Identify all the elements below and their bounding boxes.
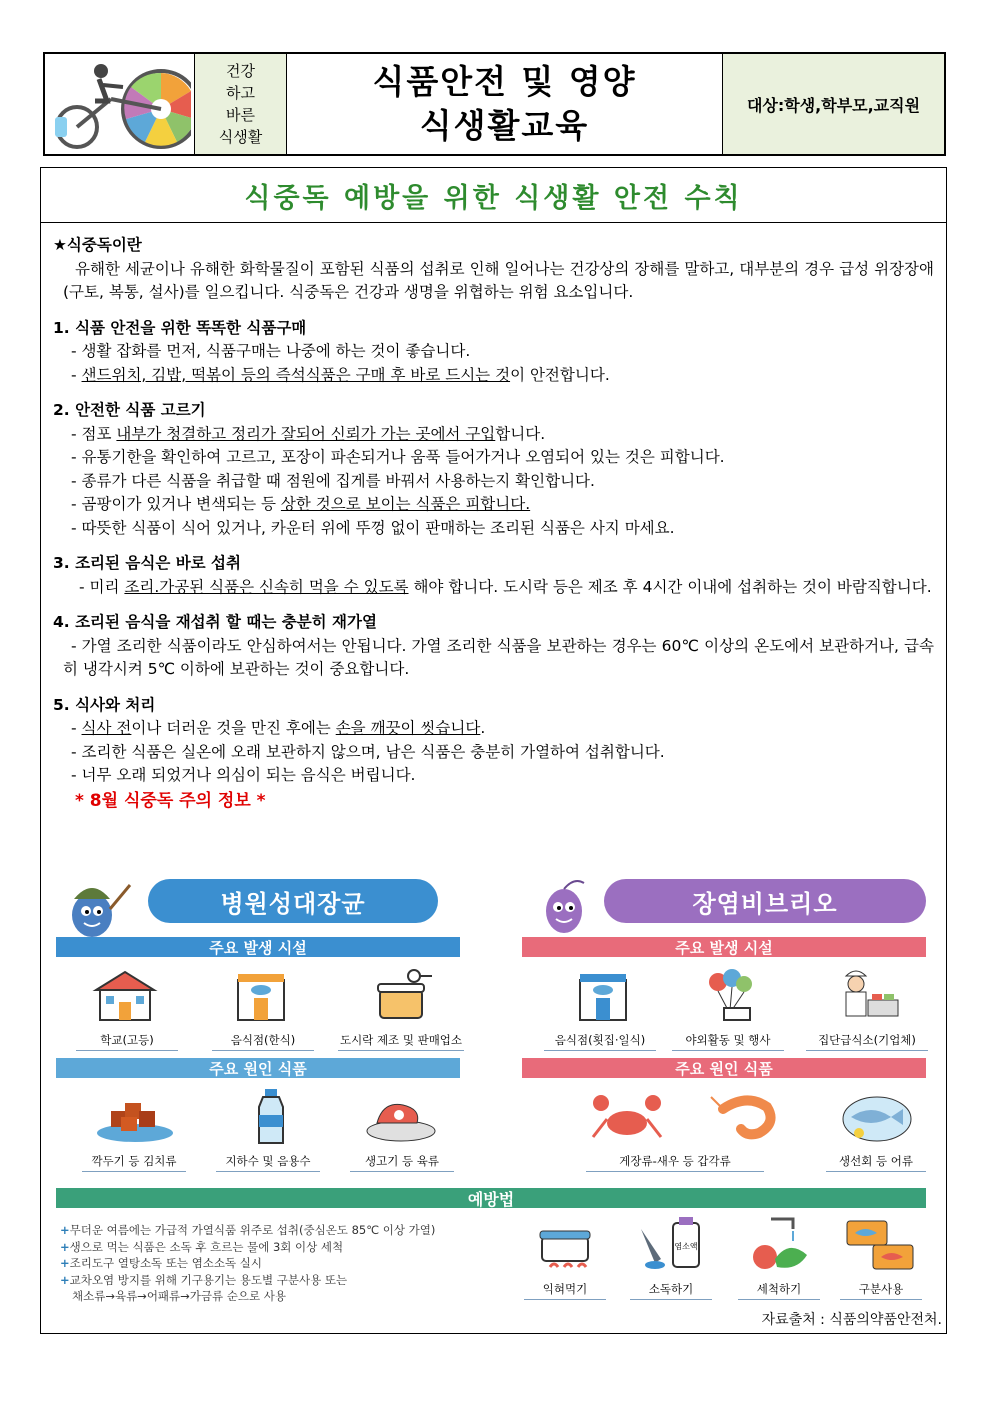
vibrio-facility-title: 주요 발생 시설 (522, 937, 926, 957)
crab-icon (572, 1085, 682, 1149)
lunchbox-shop-icon (346, 963, 456, 1027)
prevention-icon-label-1: 익혀먹기 (524, 1281, 606, 1300)
ecoli-facility-label-2: 음식점(한식) (212, 1032, 314, 1051)
section-5-item-2: - 조리한 식품은 실온에 오래 보관하지 않으며, 남은 식품은 충분히 가열하여 섭취합니다. (71, 742, 665, 761)
side-line-1: 건강 (226, 62, 255, 80)
prevention-icon-label-4: 구분사용 (840, 1281, 922, 1300)
ecoli-food-title: 주요 원인 식품 (56, 1058, 460, 1078)
side-line-3: 바른 (226, 106, 255, 124)
source-citation: 자료출처 : 식품의약품안전처. (761, 1312, 942, 1328)
main-content-box (40, 167, 947, 1334)
prevention-item-5: 채소류→육류→어패류→가금류 순으로 사용 (72, 1289, 286, 1303)
bottle-label: 염소액 (674, 1242, 698, 1251)
raw-meat-icon (346, 1085, 456, 1149)
school-icon (70, 963, 180, 1027)
vibrio-mascot-icon (534, 877, 596, 939)
section-2-item-3: - 종류가 다른 식품을 취급할 때 점원에 집게를 바꿔서 사용하는지 확인합니다. (71, 471, 595, 490)
vibrio-facility-label-3: 집단급식소(기업체) (806, 1032, 928, 1051)
healthy-diet-label (195, 54, 287, 154)
disinfect-icon (626, 1213, 716, 1277)
ecoli-facility-label-1: 학교(고등) (76, 1032, 178, 1051)
prevention-item-3: +조리도구 열탕소독 또는 염소소독 실시 (60, 1256, 263, 1270)
section-2-item-4: - 곰팡이가 있거나 변색되는 등 상한 것으로 보이는 식품은 피합니다. (71, 495, 531, 513)
ecoli-food-label-1: 깍두기 등 김치류 (82, 1153, 186, 1172)
vibrio-name-banner: 장염비브리오 (604, 879, 926, 923)
kimchi-icon (80, 1085, 190, 1149)
shrimp-icon (692, 1085, 802, 1149)
august-food-poisoning-title: * 8월 식중독 주의 정보 * (75, 790, 266, 811)
outdoor-event-icon (674, 963, 784, 1027)
vibrio-facility-label-2: 야외활동 및 행사 (672, 1032, 784, 1051)
bicycle-food-logo-icon (49, 57, 191, 151)
ecoli-food-label-2: 지하수 및 음용수 (216, 1153, 320, 1172)
cooking-pot-icon (520, 1215, 610, 1279)
prevention-title: 예방법 (56, 1188, 926, 1208)
section-1-item-1: - 생활 잡화를 먼저, 식품구매는 나중에 하는 것이 좋습니다. (71, 342, 471, 360)
sashimi-restaurant-icon (548, 963, 658, 1027)
section-4-title: 4. 조리된 음식을 재섭취 할 때는 충분히 재가열 (53, 613, 377, 631)
section-4-item-1: - 가열 조리한 식품이라도 안심하여서는 안됩니다. 가열 조리한 식품을 보관하는 경우는 60℃ 이상의 온도에서 보관하거나, 급속히 냉각시켜 5℃ 이하에 보관하는 것이 중요합니다. (63, 636, 934, 678)
intro-title: ★식중독이란 (53, 236, 142, 254)
washing-vegetables-icon (734, 1213, 824, 1277)
prevention-icon-label-3: 세척하기 (738, 1281, 820, 1300)
vibrio-facility-label-1: 음식점(횟집·일식) (544, 1032, 656, 1051)
side-line-4: 식생활 (218, 128, 263, 146)
section-5-item-1: - 식사 전이나 더러운 것을 만진 후에는 손을 깨끗이 씻습니다. (71, 719, 486, 737)
title-line-1: 식품안전 및 영양 (372, 62, 637, 101)
section-3-title: 3. 조리된 음식은 바로 섭취 (53, 554, 241, 572)
header-table (43, 52, 946, 156)
section-5-item-3: - 너무 오래 되었거나 의심이 되는 음식은 버립니다. (71, 766, 416, 784)
section-2-item-1: - 점포 내부가 청결하고 정리가 잘되어 신뢰가 가는 곳에서 구입합니다. (71, 424, 546, 443)
prevention-item-4: +교차오염 방지를 위해 기구용기는 용도별 구분사용 또는 (60, 1272, 348, 1287)
prevention-item-2: +생으로 먹는 식품은 소독 후 흐르는 물에 3회 이상 세척 (60, 1239, 344, 1254)
logo-cell (45, 54, 195, 154)
ecoli-facility-title: 주요 발생 시설 (56, 937, 460, 957)
section-1-item-2: - 샌드위치, 김밥, 떡볶이 등의 즉석식품은 구매 후 바로 드시는 것이 안전합니다. (71, 365, 610, 384)
document-title (287, 54, 723, 154)
vibrio-food-title: 주요 원인 식품 (522, 1058, 926, 1078)
section-2-item-2: - 유통기한을 확인하여 고르고, 포장이 파손되거나 움푹 들어가거나 오염되어 있는 것은 피합니다. (71, 448, 725, 466)
ecoli-food-label-3: 생고기 등 육류 (350, 1153, 454, 1172)
target-audience: 대상:학생,학부모,교직원 (723, 54, 944, 154)
main-title: 식중독 예방을 위한 식생활 안전 수칙 (41, 168, 946, 223)
prevention-icon-label-2: 소독하기 (630, 1281, 712, 1300)
intro-text: 유해한 세균이나 유해한 화학물질이 포함된 식품의 섭취로 인해 일어나는 건강상의 장해를 말하고, 대부분의 경우 급성 위장장애(구토, 복통, 설사)를 일으킵니다. 식중독은 건강과 생명을 위협하는 위험 요소입니다. (63, 259, 934, 301)
separate-boards-icon (836, 1213, 926, 1277)
korean-restaurant-icon (206, 963, 316, 1027)
food-poisoning-infographic (56, 875, 932, 1307)
body-text (53, 234, 934, 813)
prevention-item-1: +무더운 여름에는 가급적 가열식품 위주로 섭취(중심온도 85℃ 이상 가열) (60, 1223, 436, 1237)
section-2-title: 2. 안전한 식품 고르기 (53, 401, 206, 419)
fish-sashimi-icon (822, 1085, 932, 1149)
prevention-list (60, 1222, 510, 1305)
section-2-item-5: - 따뜻한 식품이 식어 있거나, 카운터 위에 뚜껑 없이 판매하는 조리된 식품은 사지 마세요. (71, 518, 675, 537)
cafeteria-chef-icon (812, 963, 922, 1027)
vibrio-food-label-2: 생선회 등 어류 (826, 1153, 926, 1172)
water-bottle-icon (216, 1085, 326, 1149)
ecoli-mascot-icon (62, 875, 132, 941)
section-3-item-1: - 미리 조리.가공된 식품은 신속히 먹을 수 있도록 해야 합니다. 도시락 등은 제조 후 4시간 이내에 섭취하는 것이 바람직합니다. (79, 577, 932, 596)
side-line-2: 하고 (226, 84, 255, 102)
section-5-title: 5. 식사와 처리 (53, 695, 156, 714)
section-1-title: 1. 식품 안전을 위한 똑똑한 식품구매 (53, 318, 307, 337)
ecoli-name-banner: 병원성대장균 (148, 879, 438, 923)
vibrio-food-label-1: 게장류-새우 등 갑각류 (586, 1153, 764, 1172)
ecoli-facility-label-3: 도시락 제조 및 판매업소 (338, 1032, 464, 1051)
title-line-2: 식생활교육 (419, 106, 590, 145)
